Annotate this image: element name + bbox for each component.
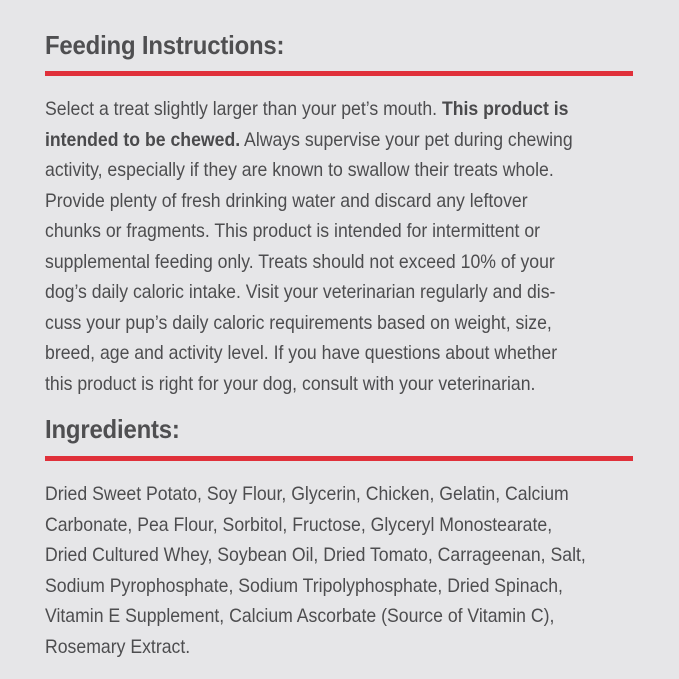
ingredients-line: Carbonate, Pea Flour, Sorbitol, Fructose, Glyceryl Monostearate, [45,513,553,536]
ingredients-line: Dried Sweet Potato, Soy Flour, Glycerin, Chicken, Gelatin, Calcium [45,483,569,505]
ingredients-red-divider [45,456,633,461]
ingredients-line: Rosemary Extract. [45,635,191,658]
feeding-line: Provide plenty of fresh drinking water and discard any leftover [45,189,528,212]
ingredients-line: Vitamin E Supplement, Calcium Ascorbate (Source of Vitamin C), [45,605,555,627]
feeding-instructions-heading: Feeding Instructions: [45,30,285,60]
feeding-line: dog’s daily caloric intake. Visit your veterinarian regularly and dis- [45,281,556,303]
feeding-line: cuss your pup’s daily caloric requirements based on weight, size, [45,311,552,334]
ingredients-line: Sodium Pyrophosphate, Sodium Tripolyphosphate, Dried Spinach, [45,574,563,597]
ingredients-line: Dried Cultured Whey, Soybean Oil, Dried Tomato, Carrageenan, Salt, [45,544,586,566]
feeding-red-divider [45,71,633,76]
ingredients-section [45,414,635,662]
feeding-instructions-text [45,94,624,399]
feeding-line: supplemental feeding only. Treats should not exceed 10% of your [45,250,555,273]
feeding-instructions-section [45,30,635,399]
feeding-line: chunks or fragments. This product is intended for intermittent or [45,220,541,242]
feeding-line: breed, age and activity level. If you have questions about whether [45,342,558,364]
feeding-line: Select a treat slightly larger than your pet’s mouth. This product is [45,98,569,120]
feeding-line: intended to be chewed. Always supervise your pet during chewing [45,128,573,151]
ingredients-text [45,479,624,662]
feeding-line: activity, especially if they are known to swallow their treats whole. [45,159,554,181]
feeding-line: this product is right for your dog, consult with your veterinarian. [45,372,536,395]
ingredients-heading: Ingredients: [45,414,180,444]
